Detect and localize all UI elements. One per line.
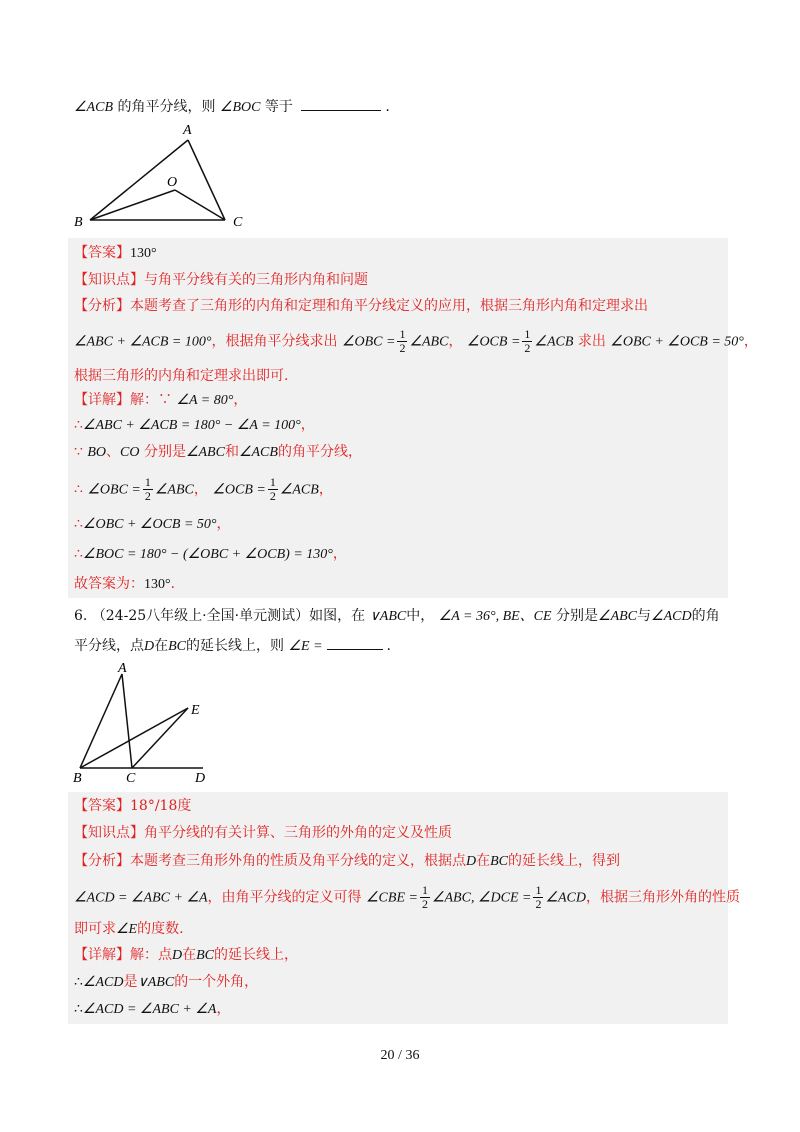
label-b: B	[73, 771, 82, 786]
q6-analysis-line3: 即可求∠E的度数.	[74, 921, 184, 937]
detail-tag: 【详解】	[74, 392, 130, 408]
fraction: $\frac{1}{2}$	[144, 475, 151, 503]
q5-final: 故答案为：130°.	[74, 576, 176, 592]
knowledge-tag: 【知识点】	[74, 825, 144, 841]
math-expr: ∠OCB =	[466, 334, 521, 350]
math-expr: ∠OBC =	[341, 334, 396, 350]
fraction: $\frac{1}{2}$	[524, 327, 531, 355]
q6-analysis-line2: ∠ACD = ∠ABC + ∠A，由角平分线的定义可得 ∠CBE = $\frac{1}{2}$ ∠ABC, ∠DCE = $\frac{1}{2}$ ∠ACD，根据三角形外角的性质	[74, 883, 741, 911]
q5-analysis	[74, 296, 648, 316]
q6-analysis: 【分析】本题考查三角形外角的性质及角平分线的定义，根据点D在BC的延长线上，得到	[74, 853, 621, 869]
q5-detail-1: 【详解】解：∵ ∠A = 80°，	[74, 392, 248, 408]
text: ，根据角平分线求出	[211, 333, 338, 350]
edge-ce	[132, 708, 188, 768]
q6-figure	[70, 658, 220, 786]
text: 的角平分线，则	[117, 99, 216, 115]
q5-knowledge	[74, 270, 368, 290]
q5-analysis-line2: ∠ABC + ∠ACB = 100°，根据角平分线求出 ∠OBC = $\frac{1}{2}$ ∠ABC， ∠OCB = $\frac{1}{2}$ ∠ACB 求出 ∠OBC + ∠OCB = 50°，	[74, 327, 758, 355]
knowledge-text: 角平分线的有关计算、三角形的外角的定义及性质	[144, 825, 452, 841]
q5-detail-4: ∴ ∠OBC = $\frac{1}{2}$ ∠ABC， ∠OCB = $\frac{1}{2}$ ∠ACB，	[74, 475, 333, 503]
label-c: C	[126, 771, 136, 786]
q6-detail-3: ∴∠ACD = ∠ABC + ∠A，	[74, 1001, 231, 1017]
analysis-tag: 【分析】	[74, 853, 130, 869]
fraction: $\frac{1}{2}$	[421, 883, 428, 911]
fraction: $\frac{1}{2}$	[269, 475, 276, 503]
math-expr: ∠ABC + ∠ACB = 180° − ∠A = 100°	[82, 418, 301, 433]
q5-figure	[70, 118, 270, 233]
label-a: A	[118, 661, 127, 676]
edge-ac	[122, 674, 132, 768]
q6-answer	[74, 796, 191, 816]
label-o: O	[167, 175, 178, 190]
q5-detail-6: ∴∠BOC = 180° − (∠OBC + ∠OCB) = 130°，	[74, 546, 347, 562]
detail-tag: 【详解】	[74, 947, 130, 963]
text: 根据三角形的内角和定理求出即可.	[74, 368, 289, 384]
answer-tag: 【答案】	[74, 245, 130, 261]
text: 等于	[264, 99, 293, 115]
text: 求出	[577, 333, 606, 350]
answer-tag: 【答案】	[74, 798, 130, 814]
knowledge-text: 与角平分线有关的三角形内角和问题	[144, 272, 368, 288]
edge-bo	[90, 190, 175, 220]
answer-blank	[301, 98, 381, 111]
knowledge-tag: 【知识点】	[74, 272, 144, 288]
q6-question-line1: 6. （24-25八年级上·全国·单元测试）如图，在 ∨ABC中， ∠A = 36°, BE、CE 分别是∠ABC与∠ACD的角	[74, 608, 720, 624]
label-a: A	[183, 123, 192, 138]
q6-question-line2: 平分线，点D在BC的延长线上，则 ∠E = .	[74, 638, 391, 654]
edge-be	[80, 708, 188, 768]
answer-value: 18°/18度	[130, 798, 192, 814]
math-expr: ∠ABC + ∠ACB = 100°	[74, 334, 212, 350]
label-d: D	[195, 771, 206, 786]
label-e: E	[191, 703, 200, 718]
answer-value: 130°	[130, 246, 157, 261]
math-expr: ∠ACB	[74, 100, 113, 115]
answer-blank	[327, 637, 383, 650]
analysis-text: 本题考查了三角形的内角和定理和角平分线定义的应用，根据三角形内角和定理求出	[130, 298, 648, 314]
math-expr: ∠OBC + ∠OCB = 50°	[610, 334, 744, 350]
fraction: $\frac{1}{2}$	[535, 883, 542, 911]
question-number: 6.	[74, 608, 88, 624]
page-number: 20 / 36	[380, 1048, 420, 1063]
q5-analysis-line3	[74, 366, 288, 386]
math-expr: ∠ACB	[534, 334, 574, 350]
label-c: C	[233, 215, 243, 230]
q5-detail-5: ∴∠OBC + ∠OCB = 50°，	[74, 516, 231, 532]
q5-question-tail: ∠ACB 的角平分线，则 ∠BOC 等于 .	[74, 99, 390, 115]
q5-detail-3: ∵ BO、CO 分别是∠ABC和∠ACB的角平分线，	[74, 444, 362, 460]
question-source: （24-25八年级上·全国·单元测试）	[91, 608, 310, 624]
math-expr: ∠BOC	[219, 100, 261, 115]
q6-detail-1: 【详解】解：点D在BC的延长线上，	[74, 947, 299, 963]
math-expr: ∠ABC	[409, 334, 449, 350]
q6-detail-2: ∴∠ACD是∨ABC的一个外角，	[74, 974, 259, 990]
fraction: $\frac{1}{2}$	[399, 327, 406, 355]
math-expr: ∠A = 80°	[176, 393, 234, 408]
label-b: B	[74, 215, 83, 230]
q6-knowledge	[74, 823, 452, 843]
q5-answer	[74, 243, 157, 264]
analysis-tag: 【分析】	[74, 298, 130, 314]
edge-ac	[188, 140, 225, 220]
edge-ba	[80, 674, 122, 768]
q5-detail-2: ∴∠ABC + ∠ACB = 180° − ∠A = 100°，	[74, 417, 315, 433]
